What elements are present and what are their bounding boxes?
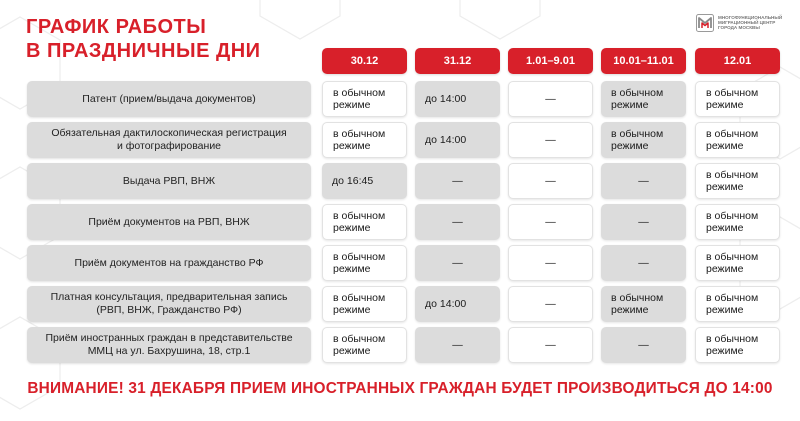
column-header-3: 10.01–11.01 (601, 48, 686, 74)
cell-value: в обычном режиме (706, 128, 759, 152)
cell-value: в обычном режиме (611, 87, 664, 111)
cell-value: — (452, 257, 463, 269)
cell-value: в обычном режиме (611, 292, 664, 316)
cell-value: в обычном режиме (706, 292, 759, 316)
table-cell (322, 245, 407, 281)
row-label: Платная консультация, предварительная запись (РВП, ВНЖ, Гражданство РФ) (27, 286, 311, 322)
cell-value: — (638, 257, 649, 269)
cell-value: — (545, 339, 556, 351)
table-cell (322, 327, 407, 363)
cell-value: — (545, 216, 556, 228)
table-cell (601, 286, 686, 322)
cell-value: до 14:00 (425, 134, 467, 146)
column-header-0: 30.12 (322, 48, 407, 74)
cell-value: — (638, 339, 649, 351)
title-line-1: ГРАФИК РАБОТЫ (26, 16, 207, 38)
cell-value: в обычном режиме (706, 87, 759, 111)
mmc-logo (696, 14, 786, 36)
table-cell (415, 163, 500, 199)
table-cell (322, 81, 407, 117)
cell-value: — (638, 175, 649, 187)
cell-value: в обычном режиме (706, 169, 759, 193)
table-cell (322, 286, 407, 322)
row-label: Приём иностранных граждан в представительстве ММЦ на ул. Бахрушина, 18, стр.1 (27, 327, 311, 363)
table-cell (508, 245, 593, 281)
table-cell (695, 81, 780, 117)
table-cell (415, 286, 500, 322)
table-cell (415, 122, 500, 158)
table-cell (415, 204, 500, 240)
table-cell (695, 122, 780, 158)
cell-value: в обычном режиме (333, 210, 386, 234)
table-cell (695, 327, 780, 363)
mmc-logo-icon (696, 14, 714, 32)
cell-value: в обычном режиме (706, 210, 759, 234)
cell-value: — (452, 175, 463, 187)
table-cell (415, 245, 500, 281)
cell-value: в обычном режиме (706, 251, 759, 275)
row-label: Приём документов на РВП, ВНЖ (27, 204, 311, 240)
table-cell (322, 204, 407, 240)
row-label: Приём документов на гражданство РФ (27, 245, 311, 281)
cell-value: в обычном режиме (333, 333, 386, 357)
cell-value: в обычном режиме (706, 333, 759, 357)
table-cell (601, 163, 686, 199)
table-cell (322, 163, 407, 199)
title-line-2: В ПРАЗДНИЧНЫЕ ДНИ (26, 40, 261, 62)
cell-value: — (545, 175, 556, 187)
column-header-1: 31.12 (415, 48, 500, 74)
table-cell (695, 163, 780, 199)
cell-value: в обычном режиме (333, 87, 386, 111)
table-cell (695, 286, 780, 322)
cell-value: — (452, 216, 463, 228)
cell-value: в обычном режиме (333, 292, 386, 316)
logo-text: МНОГОФУНКЦИОНАЛЬНЫЙ МИГРАЦИОННЫЙ ЦЕНТР ГОРОДА МОСКВЫ (718, 15, 783, 31)
warning-notice: ВНИМАНИЕ! 31 ДЕКАБРЯ ПРИЕМ ИНОСТРАННЫХ ГРАЖДАН БУДЕТ ПРОИЗВОДИТЬСЯ ДО 14:00 (27, 380, 773, 397)
table-cell (508, 204, 593, 240)
table-cell (601, 81, 686, 117)
table-cell (415, 81, 500, 117)
page-title (26, 15, 261, 63)
cell-value: — (545, 93, 556, 105)
row-label: Патент (прием/выдача документов) (27, 81, 311, 117)
column-header-2: 1.01–9.01 (508, 48, 593, 74)
column-header-4: 12.01 (695, 48, 780, 74)
table-cell (322, 122, 407, 158)
cell-value: — (452, 339, 463, 351)
cell-value: до 16:45 (332, 175, 374, 187)
table-cell (508, 81, 593, 117)
table-cell (508, 286, 593, 322)
table-cell (415, 327, 500, 363)
table-cell (508, 122, 593, 158)
cell-value: в обычном режиме (333, 251, 386, 275)
cell-value: до 14:00 (425, 93, 467, 105)
table-cell (601, 245, 686, 281)
row-label: Выдача РВП, ВНЖ (27, 163, 311, 199)
table-cell (695, 245, 780, 281)
table-cell (601, 204, 686, 240)
table-cell (695, 204, 780, 240)
cell-value: в обычном режиме (333, 128, 386, 152)
cell-value: — (545, 257, 556, 269)
cell-value: — (638, 216, 649, 228)
table-cell (601, 122, 686, 158)
cell-value: — (545, 134, 556, 146)
row-label: Обязательная дактилоскопическая регистрация и фотографирование (27, 122, 311, 158)
table-cell (508, 327, 593, 363)
cell-value: — (545, 298, 556, 310)
cell-value: в обычном режиме (611, 128, 664, 152)
cell-value: до 14:00 (425, 298, 467, 310)
table-cell (601, 327, 686, 363)
table-cell (508, 163, 593, 199)
